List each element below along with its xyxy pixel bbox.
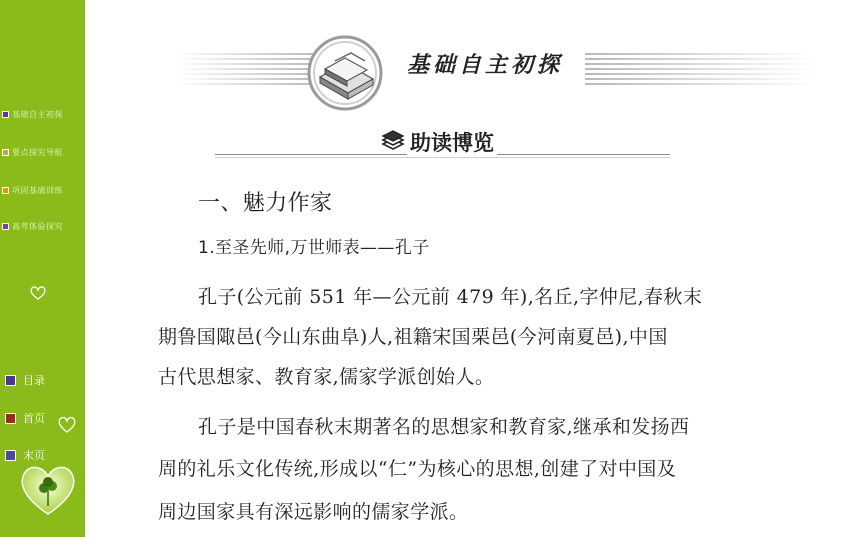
last-page-label: 末页 [23, 449, 45, 462]
last-page-bullet-icon [5, 450, 16, 461]
nav-bullet-icon [2, 187, 9, 194]
nav-item-key-points[interactable] [0, 145, 63, 159]
toc-button[interactable] [5, 372, 45, 388]
nav-item-label: 巩固基础训练 [12, 185, 63, 195]
paragraph-line: 孔子是中国春秋末期著名的思想家和教育家,继承和发扬西 [198, 416, 690, 438]
banner-right-stripes [585, 53, 815, 85]
paragraph-line: 期鲁国陬邑(今山东曲阜)人,祖籍宋国栗邑(今河南夏邑),中国 [158, 326, 668, 348]
section-underline-shadow [215, 157, 670, 158]
first-page-bullet-icon [5, 413, 16, 424]
book-stack-icon [381, 130, 405, 152]
nav-item-consolidation[interactable] [0, 183, 63, 197]
nav-item-label: 高考体验探究 [12, 221, 63, 231]
heart-plant-decoration-icon [18, 462, 78, 517]
paragraph-line: 周的礼乐文化传统,形成以“仁”为核心的思想,创建了对中国及 [158, 458, 677, 480]
paragraph-line: 周边国家具有深远影响的儒家学派。 [158, 501, 469, 523]
paragraph-line: 古代思想家、教育家,儒家学派创始人。 [158, 366, 495, 388]
first-page-label: 首页 [23, 412, 45, 425]
paragraph-line: 孔子(公元前 551 年—公元前 479 年),名丘,字仲尼,春秋末 [198, 286, 703, 308]
toc-label: 目录 [23, 374, 45, 387]
last-page-button[interactable] [5, 447, 45, 463]
nav-bullet-icon [2, 149, 9, 156]
sidebar [0, 0, 85, 537]
content-heading: 一、魅力作家 [198, 191, 333, 216]
small-heart-icon [56, 416, 78, 434]
nav-bullet-icon [2, 223, 9, 230]
section-title: 助读博览 [407, 127, 497, 157]
content-subheading: 1.至圣先师,万世师表——孔子 [198, 238, 430, 258]
toc-bullet-icon [5, 375, 16, 386]
nav-item-basic-exploration[interactable] [0, 107, 63, 121]
nav-item-label: 要点探究导航 [12, 147, 63, 157]
nav-item-exam-experience[interactable] [0, 219, 63, 233]
nav-bullet-icon [2, 111, 9, 118]
small-heart-icon [28, 285, 48, 301]
nav-item-label: 基础自主初探 [12, 109, 63, 119]
banner-left-stripes [175, 53, 320, 85]
banner-title: 基础自主初探 [407, 52, 564, 78]
first-page-button[interactable] [5, 410, 45, 426]
